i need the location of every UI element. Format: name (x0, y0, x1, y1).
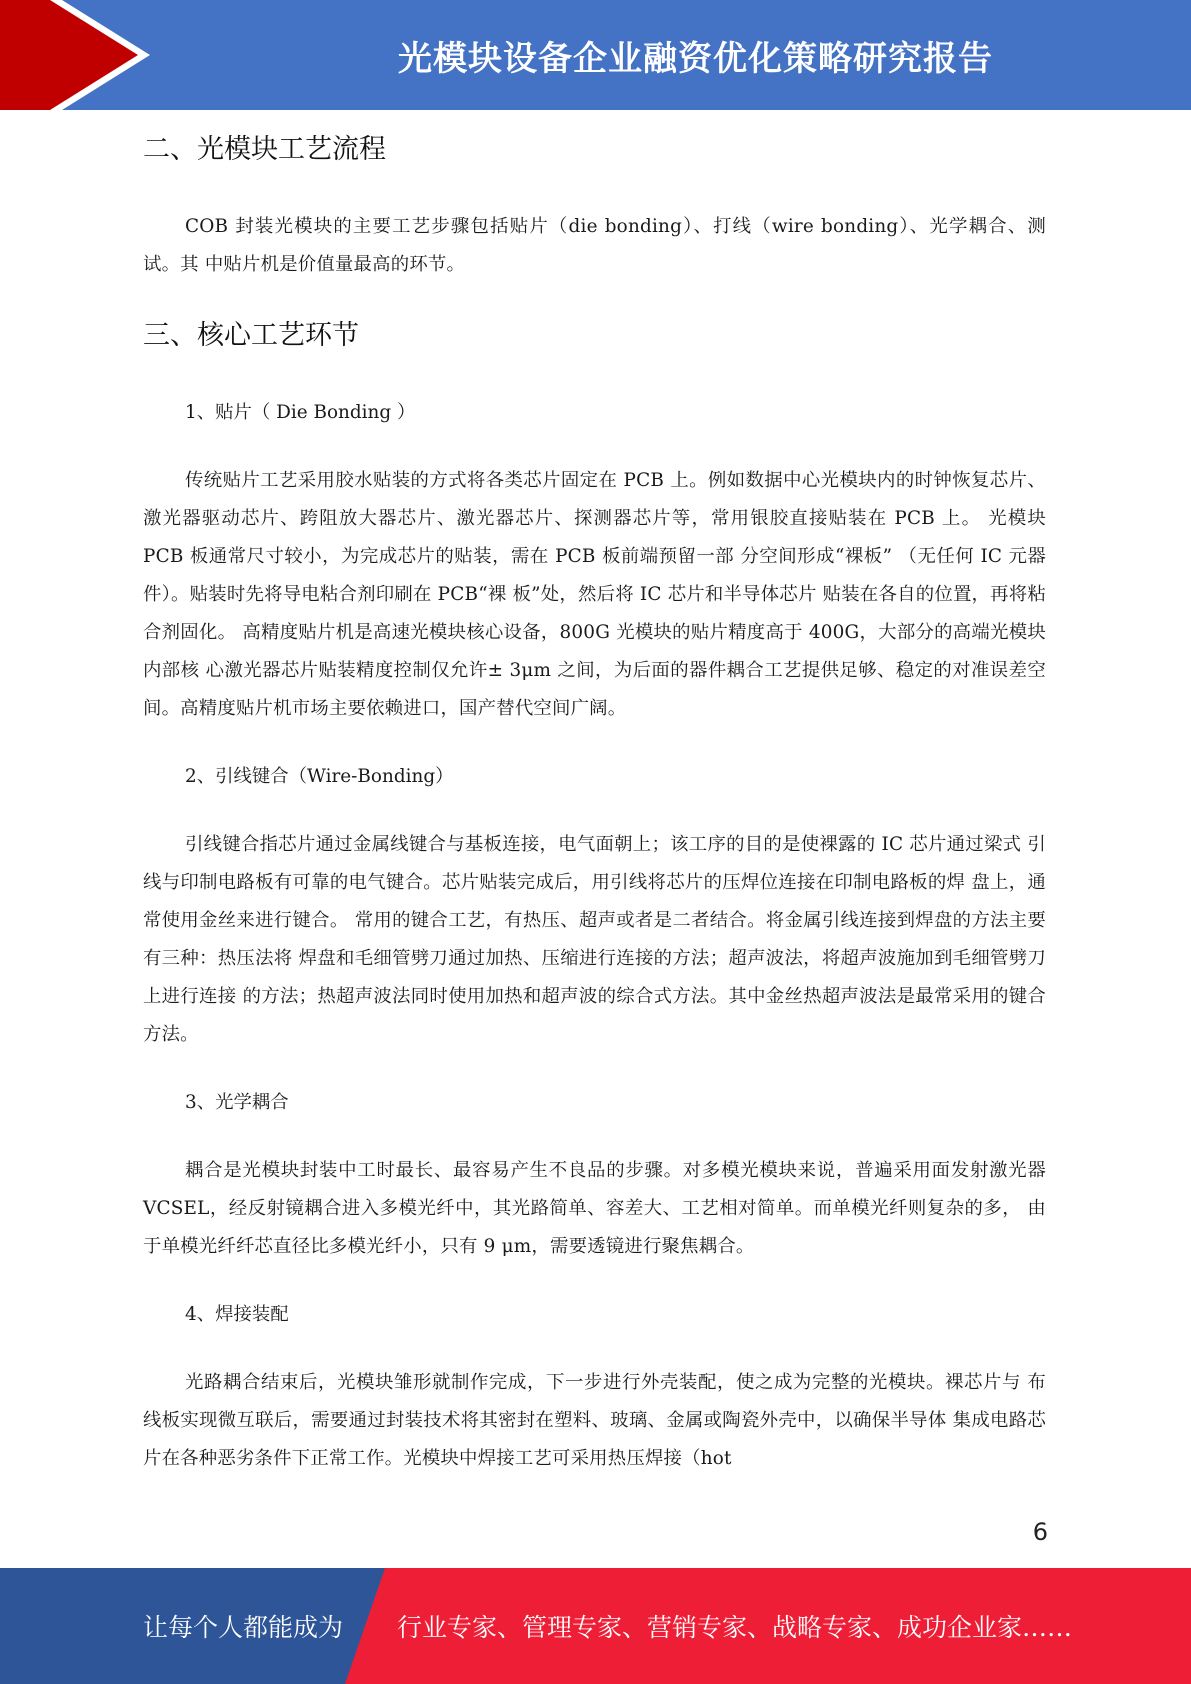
page-footer (0, 1568, 1191, 1684)
page-number: 6 (1032, 1518, 1048, 1546)
welding-assembly-paragraph: 光路耦合结束后，光模块雏形就制作完成，下一步进行外壳装配，使之成为完整的光模块。裸芯片与 布线板实现微互联后，需要通过封装技术将其密封在塑料、玻璃、金属或陶瓷外壳中，以确保半导体 集成电路芯片在各种恶劣条件下正常工作。光模块中焊接工艺可采用热压焊接（hot (143, 1372, 1046, 1469)
subheading-die-bonding: 1、贴片（ Die Bonding ） (185, 402, 416, 423)
footer-slogan-right: 行业专家、管理专家、营销专家、战略专家、成功企业家…… (397, 1613, 1073, 1642)
page-header (0, 0, 1191, 110)
subheading-wire-bonding: 2、引线键合（Wire-Bonding） (185, 766, 454, 787)
process-flow-paragraph: COB 封装光模块的主要工艺步骤包括贴片（die bonding）、打线（wire bonding）、光学耦合、测试。其 中贴片机是价值量最高的环节。 (143, 216, 1046, 275)
page-content (143, 130, 1046, 1478)
optical-coupling-paragraph: 耦合是光模块封装中工时最长、最容易产生不良品的步骤。对多模光模块来说，普遍采用面发射激光器 VCSEL，经反射镜耦合进入多模光纤中，其光路简单、容差大、工艺相对简单。而单模光纤则复杂的多， 由于单模光纤纤芯直径比多模光纤小，只有 9 μm，需要透镜进行聚焦耦合。 (143, 1160, 1046, 1257)
document-title: 光模块设备企业融资优化策略研究报告 (398, 38, 993, 79)
section-heading-core-process: 三、核心工艺环节 (143, 320, 359, 351)
footer-slogan-left: 让每个人都能成为 (143, 1613, 344, 1642)
section-heading-process-flow: 二、光模块工艺流程 (143, 134, 386, 165)
subheading-optical-coupling: 3、光学耦合 (185, 1092, 289, 1113)
wire-bonding-paragraph: 引线键合指芯片通过金属线键合与基板连接，电气面朝上；该工序的目的是使裸露的 IC 芯片通过梁式 引线与印制电路板有可靠的电气键合。芯片贴装完成后，用引线将芯片的压焊位连接在印制电路板的焊 盘上，通常使用金丝来进行键合。 常用的键合工艺，有热压、超声或者是二者结合。将金属引线连接到焊盘的方法主要有三种：热压法将 焊盘和毛细管劈刀通过加热、压缩进行连接的方法；超声波法，将超声波施加到毛细管劈刀上进行连接 的方法；热超声波法同时使用加热和超声波的综合式方法。其中金丝热超声波法是最常采用的键合方法。 (143, 834, 1046, 1045)
subheading-welding-assembly: 4、焊接装配 (185, 1304, 289, 1325)
die-bonding-paragraph: 传统贴片工艺采用胶水贴装的方式将各类芯片固定在 PCB 上。例如数据中心光模块内的时钟恢复芯片、 激光器驱动芯片、跨阻放大器芯片、激光器芯片、探测器芯片等，常用银胶直接贴装在 PCB 上。 光模块 PCB 板通常尺寸较小，为完成芯片的贴装，需在 PCB 板前端预留一部 分空间形成“裸板” （无任何 IC 元器件）。贴装时先将导电粘合剂印刷在 PCB“裸 板”处，然后将 IC 芯片和半导体芯片 贴装在各自的位置，再将粘合剂固化。 高精度贴片机是高速光模块核心设备，800G 光模块的贴片精度高于 400G，大部分的高端光模块内部核 心激光器芯片贴装精度控制仅允许± 3μm 之间，为后面的器件耦合工艺提供足够、稳定的对准误差空 间。高精度贴片机市场主要依赖进口，国产替代空间广阔。 (143, 470, 1046, 719)
